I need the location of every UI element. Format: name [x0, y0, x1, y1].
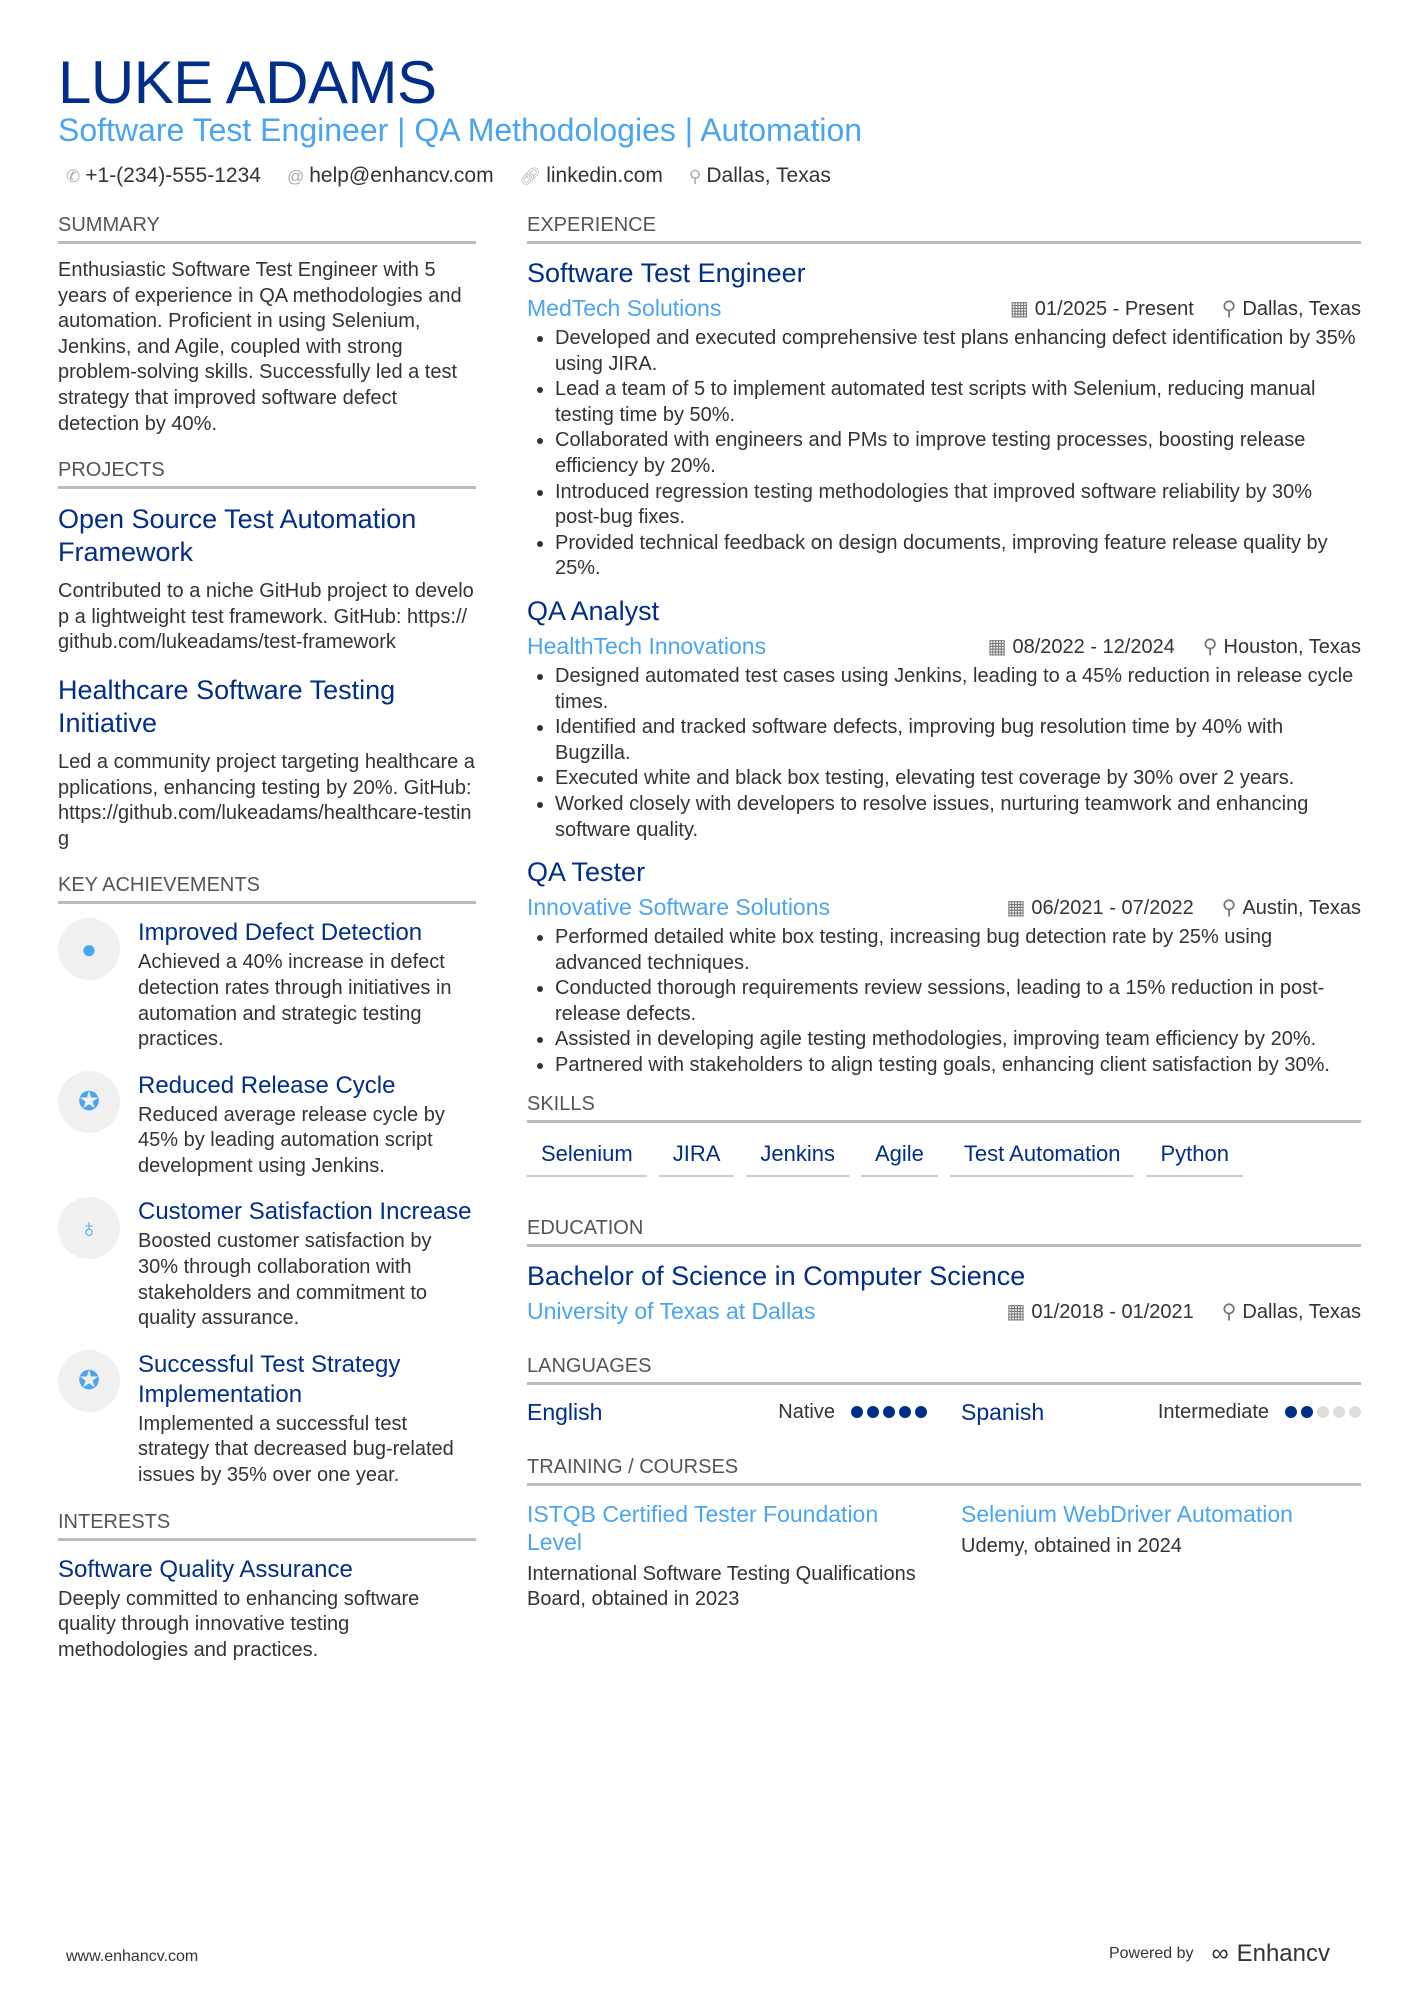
- dates-text: 06/2021 - 07/2022: [1031, 897, 1194, 920]
- education-section: [527, 1217, 1361, 1325]
- project-title: Healthcare Software Testing Initiative: [58, 674, 396, 738]
- email-text[interactable]: help@enhancv.com: [309, 164, 494, 187]
- job-meta: [1006, 895, 1361, 920]
- bullet-item: • Identified and tracked software defects, improving bug resolution time by 40% with Bugzilla.: [555, 715, 1361, 766]
- rating-dot: [1349, 1406, 1361, 1418]
- bullet-item: • Performed detailed white box testing, increasing bug detection rate by 25% using advanced techniques.: [555, 925, 1361, 976]
- degree: Bachelor of Science in Computer Science: [527, 1260, 1026, 1291]
- project-item: [58, 503, 476, 656]
- language-name: English: [527, 1398, 603, 1425]
- job-bullets: [555, 326, 1361, 582]
- achievement-title: Reduced Release Cycle: [138, 1071, 396, 1099]
- candidate-headline: Software Test Engineer | QA Methodologies | Automation: [58, 112, 863, 148]
- job-location: [1222, 895, 1361, 920]
- section-title: EXPERIENCE: [527, 214, 1361, 244]
- contact-bar: [66, 164, 831, 188]
- job-bullets: [555, 925, 1361, 1079]
- lightbulb-icon: ♁: [58, 1197, 120, 1259]
- contact-location: [689, 164, 831, 188]
- skill-tag: JIRA: [659, 1137, 735, 1177]
- rating-dot: [1333, 1406, 1345, 1418]
- job-dates: [1006, 895, 1193, 920]
- achievement-item: [58, 1350, 476, 1489]
- language-level: [778, 1401, 927, 1424]
- rating-dot: [1317, 1406, 1329, 1418]
- bullet-item: • Developed and executed comprehensive test plans enhancing defect identification by 35% using JIRA.: [555, 326, 1361, 377]
- project-item: [58, 674, 476, 852]
- phone-icon: ✆: [66, 167, 81, 186]
- training-item: [961, 1500, 1361, 1613]
- job-location: [1222, 296, 1361, 321]
- skills-section: [527, 1093, 1361, 1177]
- bullet-item: • Designed automated test cases using Jenkins, leading to a 45% reduction in release cycle times.: [555, 664, 1361, 715]
- brain-icon: ●: [58, 918, 120, 980]
- section-title: PROJECTS: [58, 459, 476, 489]
- job-title: Software Test Engineer: [527, 258, 806, 288]
- achievement-text: Implemented a successful test strategy that decreased bug-related issues by 35% over one year.: [138, 1412, 454, 1487]
- rating-dot: [1285, 1406, 1297, 1418]
- rating-dots: [851, 1406, 927, 1418]
- training-title: ISTQB Certified Tester Foundation Level: [527, 1500, 879, 1555]
- location-text: Austin, Texas: [1242, 897, 1361, 920]
- training-text: Udemy, obtained in 2024: [961, 1534, 1182, 1557]
- training-item: [527, 1500, 927, 1613]
- bullet-item: • Provided technical feedback on design documents, improving feature release quality by 25%.: [555, 531, 1361, 582]
- job-meta: [988, 634, 1361, 659]
- contact-email[interactable]: [287, 164, 494, 188]
- calendar-icon: ▦: [1006, 1300, 1026, 1323]
- language-name: Spanish: [961, 1398, 1045, 1425]
- contact-linkedin[interactable]: [520, 164, 663, 188]
- section-title: TRAINING / COURSES: [527, 1456, 1361, 1486]
- award-icon: ✪: [58, 1071, 120, 1133]
- link-icon: 🔗︎: [519, 167, 542, 186]
- rating-dot: [851, 1406, 863, 1418]
- section-title: LANGUAGES: [527, 1355, 1361, 1385]
- job-item: [527, 258, 1361, 582]
- dates-text: 01/2025 - Present: [1034, 298, 1194, 320]
- achievement-text: Boosted customer satisfaction by 30% through collaboration with stakeholders and commitment to quality assurance.: [138, 1230, 432, 1330]
- rating-dot: [883, 1406, 895, 1418]
- job-item: [527, 596, 1361, 843]
- job-location: [1203, 634, 1361, 659]
- dates-text: 01/2018 - 01/2021: [1031, 1300, 1194, 1323]
- at-icon: @: [286, 167, 305, 186]
- location-pin-icon: ⚲: [1221, 298, 1237, 320]
- language-item: [527, 1399, 927, 1426]
- bullet-item: • Collaborated with engineers and PMs to improve testing processes, boosting release efficiency by 20%.: [555, 428, 1361, 479]
- skill-tag: Agile: [861, 1137, 938, 1177]
- achievement-item: [58, 1197, 476, 1331]
- job-title: QA Tester: [527, 857, 646, 888]
- bullet-item: • Executed white and black box testing, elevating test coverage by 30% over 2 years.: [555, 766, 1361, 792]
- rating-dots: [1285, 1406, 1361, 1418]
- language-level: [1158, 1401, 1361, 1424]
- section-title: SKILLS: [527, 1093, 1361, 1123]
- achievement-title: Customer Satisfaction Increase: [138, 1198, 472, 1226]
- footer-branding: [1109, 1940, 1330, 1968]
- bullet-item: • Conducted thorough requirements review sessions, leading to a 15% reduction in post-release defects.: [555, 976, 1361, 1027]
- dates-text: 08/2022 - 12/2024: [1012, 635, 1175, 658]
- job-title: QA Analyst: [527, 595, 660, 626]
- job-dates: [988, 634, 1175, 659]
- bullet-item: • Introduced regression testing methodologies that improved software reliability by 30% post-bug fixes.: [555, 480, 1361, 531]
- bullet-item: • Worked closely with developers to resolve issues, nurturing teamwork and enhancing software quality.: [555, 792, 1361, 843]
- school-name: University of Texas at Dallas: [527, 1297, 816, 1324]
- level-text: Native: [778, 1400, 835, 1423]
- calendar-icon: ▦: [987, 635, 1007, 658]
- location-text: Dallas, Texas: [706, 164, 831, 187]
- contact-phone: [66, 164, 261, 188]
- achievement-item: [58, 1071, 476, 1180]
- achievement-item: [58, 918, 476, 1052]
- projects-section: [58, 459, 476, 852]
- language-item: [961, 1399, 1361, 1426]
- languages-section: [527, 1355, 1361, 1426]
- project-text: Contributed to a niche GitHub project to develop a lightweight test framework. GitHub: https://github.com/lukeadams/test-framework: [58, 580, 474, 654]
- skill-tag: Test Automation: [950, 1137, 1135, 1177]
- location-pin-icon: ⚲: [688, 167, 702, 186]
- company-name: Innovative Software Solutions: [527, 894, 831, 921]
- section-title: EDUCATION: [527, 1217, 1361, 1247]
- training-text: International Software Testing Qualifications Board, obtained in 2023: [527, 1562, 916, 1611]
- interest-text: Deeply committed to enhancing software quality through innovative testing methodologies and practices.: [58, 1587, 420, 1661]
- experience-section: [527, 214, 1361, 1079]
- section-title: SUMMARY: [58, 214, 476, 244]
- job-dates: [1010, 296, 1194, 321]
- location-text: Houston, Texas: [1223, 635, 1361, 658]
- achievement-text: Reduced average release cycle by 45% by leading automation script development using Jenkins.: [138, 1103, 445, 1177]
- award-icon: ✪: [58, 1350, 120, 1412]
- skill-tag: Python: [1146, 1137, 1243, 1177]
- calendar-icon: ▦: [1009, 298, 1029, 320]
- enhancv-logo: [1211, 1940, 1330, 1968]
- enhancv-logo-icon: ∞: [1211, 1940, 1229, 1967]
- skill-tag: Selenium: [527, 1137, 647, 1177]
- company-name: HealthTech Innovations: [527, 632, 767, 659]
- job-meta-row: [527, 633, 1361, 660]
- job-bullets: [555, 664, 1361, 843]
- rating-dot: [867, 1406, 879, 1418]
- candidate-name: LUKE ADAMS: [58, 49, 437, 116]
- job-meta-row: [527, 894, 1361, 921]
- location-pin-icon: ⚲: [1221, 897, 1237, 920]
- skill-tag: Jenkins: [746, 1137, 849, 1177]
- achievement-text: Achieved a 40% increase in defect detection rates through initiatives in automation and strategic testing practices.: [138, 951, 452, 1051]
- level-text: Intermediate: [1157, 1400, 1269, 1423]
- calendar-icon: ▦: [1006, 897, 1026, 920]
- phone-text: +1-(234)-555-1234: [85, 164, 261, 187]
- achievement-title: Improved Defect Detection: [138, 919, 423, 947]
- location-pin-icon: ⚲: [1221, 1300, 1237, 1323]
- left-column: [58, 214, 476, 1685]
- job-item: [527, 857, 1361, 1079]
- achievements-section: [58, 874, 476, 1488]
- company-name: MedTech Solutions: [527, 295, 722, 321]
- interests-section: [58, 1511, 476, 1664]
- location-text: Dallas, Texas: [1242, 1300, 1361, 1323]
- section-title: KEY ACHIEVEMENTS: [58, 874, 476, 904]
- job-meta-row: [527, 295, 1361, 322]
- rating-dot: [1301, 1406, 1313, 1418]
- location-pin-icon: ⚲: [1202, 635, 1218, 658]
- location-text: Dallas, Texas: [1242, 298, 1361, 320]
- rating-dot: [915, 1406, 927, 1418]
- interest-title: Software Quality Assurance: [58, 1555, 353, 1583]
- education-dates: [1006, 1299, 1193, 1324]
- bullet-item: • Partnered with stakeholders to align testing goals, enhancing client satisfaction by 30%.: [555, 1053, 1361, 1079]
- footer-website[interactable]: www.enhancv.com: [66, 1948, 199, 1965]
- training-section: [527, 1456, 1361, 1613]
- section-title: INTERESTS: [58, 1511, 476, 1541]
- summary-text: Enthusiastic Software Test Engineer with 5 years of experience in QA methodologies and automation. Proficient in using Selenium, Jenkins, and Agile, coupled with strong problem-solving skills. Successfully led a test strategy that improved software defect detection by 40%.: [58, 259, 462, 435]
- training-title: Selenium WebDriver Automation: [961, 1500, 1293, 1527]
- education-meta: [1006, 1299, 1361, 1324]
- powered-by-text: Powered by: [1108, 1945, 1194, 1962]
- linkedin-text[interactable]: linkedin.com: [546, 164, 663, 187]
- project-text: Led a community project targeting healthcare applications, enhancing testing by 20%. GitHub: https://github.com/lukeadams/healthcare-testing: [58, 750, 475, 850]
- right-column: [527, 214, 1361, 1613]
- education-meta-row: [527, 1298, 1361, 1325]
- rating-dot: [899, 1406, 911, 1418]
- education-location: [1222, 1299, 1361, 1324]
- project-title: Open Source Test Automation Framework: [58, 504, 417, 568]
- job-meta: [1010, 296, 1361, 321]
- bullet-item: • Assisted in developing agile testing methodologies, improving team efficiency by 20%.: [555, 1027, 1361, 1053]
- bullet-item: • Lead a team of 5 to implement automated test scripts with Selenium, reducing manual testing time by 50%.: [555, 377, 1361, 428]
- brand-text: Enhancv: [1236, 1940, 1330, 1967]
- summary-section: [58, 214, 476, 437]
- achievement-title: Successful Test Strategy Implementation: [138, 1350, 401, 1408]
